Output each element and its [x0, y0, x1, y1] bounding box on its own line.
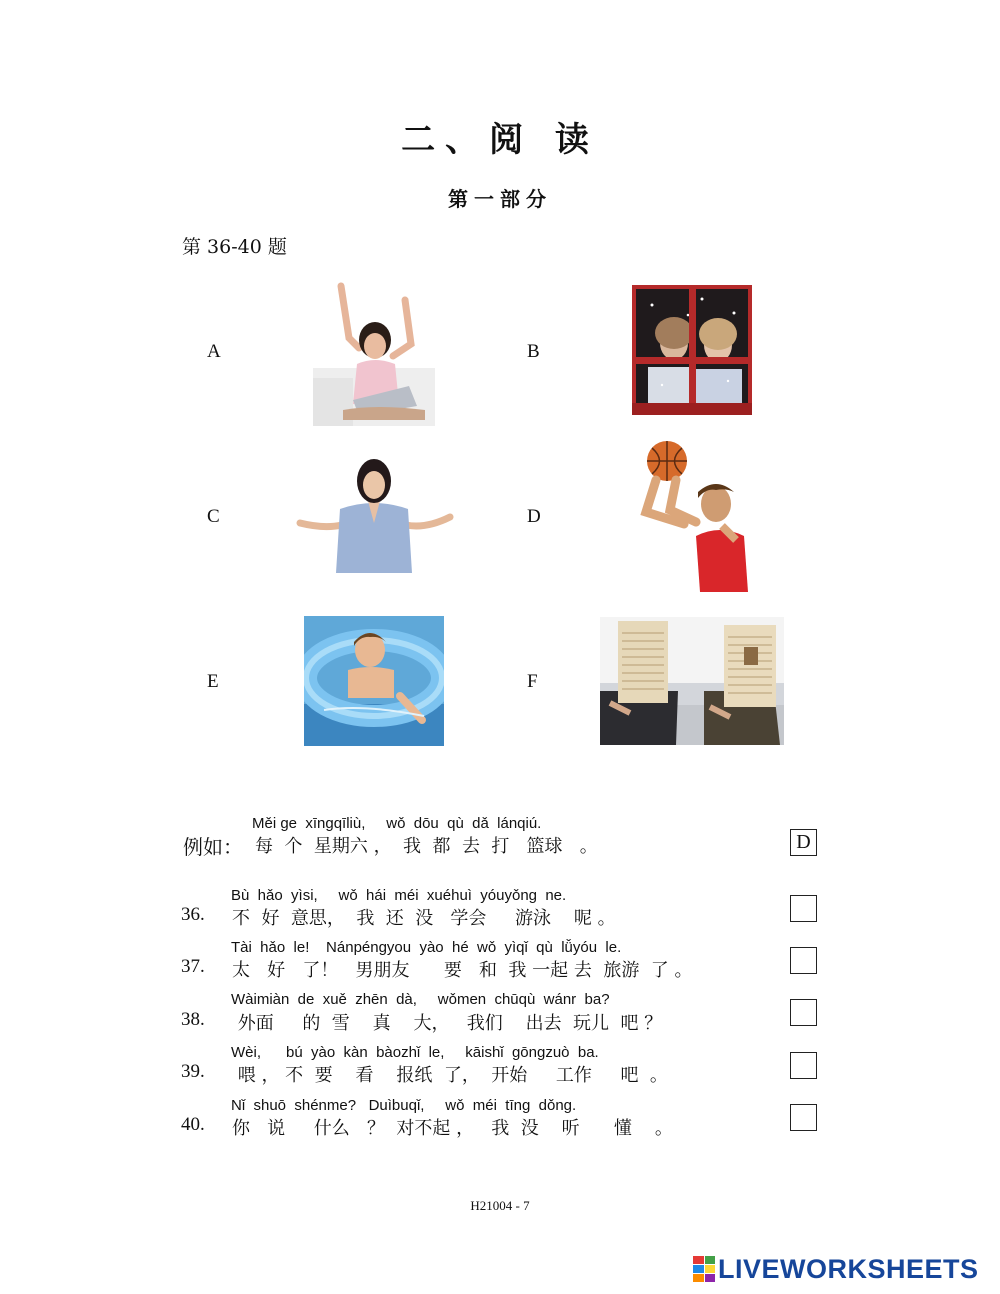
- question-36-hanzi: 不 好 意思， 我 还 没 学会 游泳 呢 。: [232, 908, 616, 929]
- question-38-answer-box[interactable]: [790, 999, 817, 1026]
- logo-blocks-icon: [693, 1256, 715, 1282]
- question-38-pinyin: Wàimiàn de xuě zhēn dà, wǒmen chūqù wánr ba?: [231, 991, 610, 1008]
- question-39-answer-box[interactable]: [790, 1052, 817, 1079]
- question-36-number: 36.: [181, 904, 205, 925]
- example-label: 例如：: [183, 835, 243, 859]
- option-image-e: [304, 616, 444, 746]
- question-36-answer-box[interactable]: [790, 895, 817, 922]
- option-letter-d: D: [527, 506, 541, 527]
- question-39-hanzi: 喂 ， 不 要 看 报纸 了， 开始 工作 吧 。: [232, 1065, 668, 1086]
- option-image-a: [313, 278, 435, 426]
- example-hanzi: 每 个 星期六 ， 我 都 去 打 篮球 。: [255, 836, 598, 857]
- question-39-pinyin: Wèi, bú yào kàn bàozhǐ le, kāishǐ gōngzuò ba.: [231, 1044, 599, 1061]
- question-39-number: 39.: [181, 1061, 205, 1082]
- option-letter-e: E: [207, 671, 219, 692]
- question-36-pinyin: Bù hǎo yìsi, wǒ hái méi xuéhuì yóuyǒng ne.: [231, 887, 567, 904]
- example-pinyin: Měi ge xīngqīliù, wǒ dōu qù dǎ lánqiú.: [252, 815, 542, 832]
- question-40-pinyin: Nǐ shuō shénme? Duìbuqǐ, wǒ méi tīng dǒng.: [231, 1097, 577, 1114]
- option-letter-c: C: [207, 506, 220, 527]
- part-subtitle: 第一部分: [448, 187, 552, 211]
- option-letter-b: B: [527, 341, 540, 362]
- liveworksheets-logo[interactable]: [693, 1253, 979, 1285]
- option-letter-f: F: [527, 671, 538, 692]
- option-letter-a: A: [207, 341, 221, 362]
- section-title: 二、阅 读: [401, 120, 599, 160]
- option-image-f: [600, 617, 784, 745]
- brand-name: LIVEWORKSHEETS: [718, 1253, 979, 1284]
- option-image-c: [294, 457, 454, 573]
- question-40-hanzi: 你 说 什么 ？ 对不起 ， 我 没 听 懂 。: [232, 1118, 673, 1139]
- question-37-number: 37.: [181, 956, 205, 977]
- example-answer-box: D: [790, 829, 817, 856]
- question-38-number: 38.: [181, 1009, 205, 1030]
- option-image-d: [636, 440, 750, 592]
- question-37-pinyin: Tài hǎo le! Nánpéngyou yào hé wǒ yìqǐ qù lǚyóu le.: [231, 939, 622, 956]
- question-40-number: 40.: [181, 1114, 205, 1135]
- question-37-answer-box[interactable]: [790, 947, 817, 974]
- page-code: H21004 - 7: [470, 1198, 530, 1213]
- question-37-hanzi: 太 好 了！ 男朋友 要 和 我 一起 去 旅游 了 。: [232, 960, 693, 981]
- question-40-answer-box[interactable]: [790, 1104, 817, 1131]
- option-image-b: [632, 285, 752, 415]
- question-38-hanzi: 外面 的 雪 真 大， 我们 出去 玩儿 吧 ？: [232, 1013, 663, 1034]
- question-range: 第 36-40 题: [182, 236, 287, 258]
